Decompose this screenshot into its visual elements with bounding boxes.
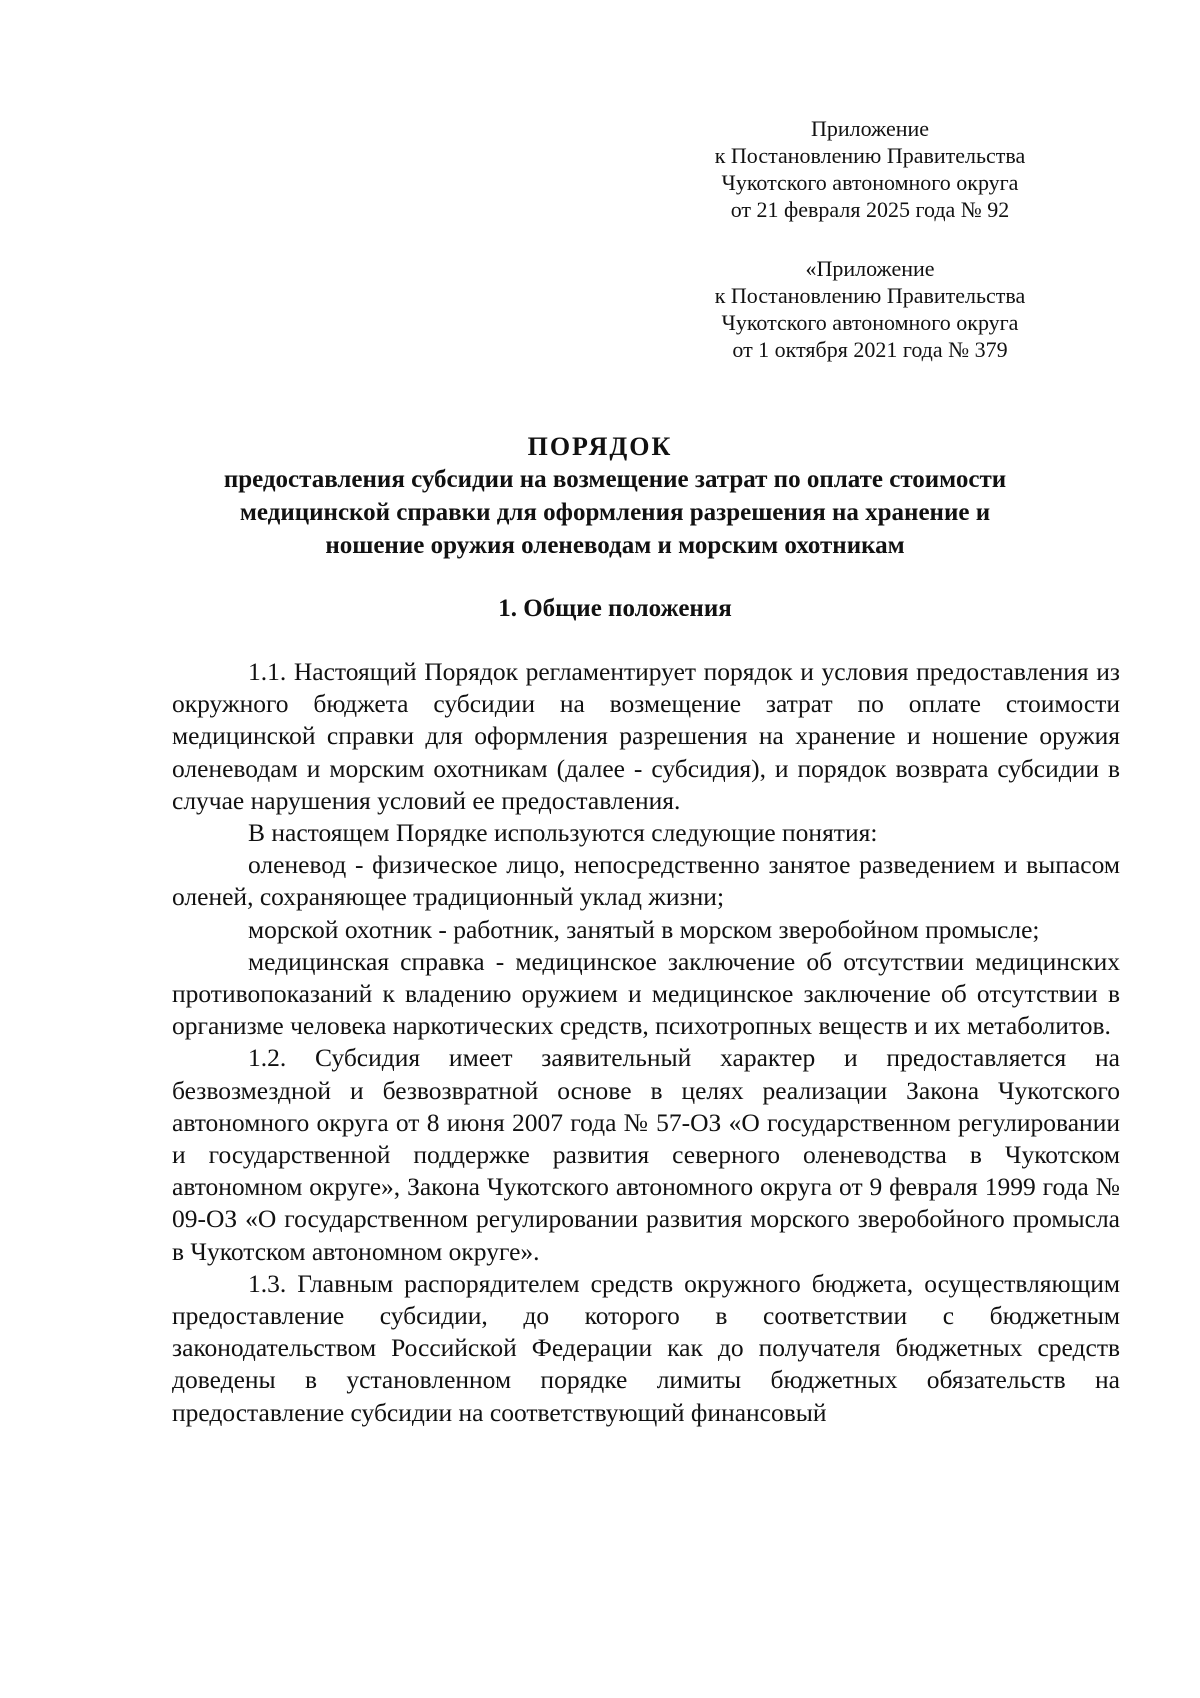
paragraph-1-3: 1.3. Главным распорядителем средств окружного бюджета, осуществляющим предоставление субсидии, до которого в соответствии с бюджетным законодательством Российской Федерации как до получателя бюджетных средств доведены в установленном порядке лимиты бюджетных обязательств на предоставление субсидии на соответствующий финансовый <box>172 1268 1120 1427</box>
document-subtitle <box>150 463 1080 562</box>
document-title: ПОРЯДОК <box>527 432 673 461</box>
paragraph-definition-medical-certificate: медицинская справка - медицинское заключение об отсутствии медицинских противопоказаний к владению оружием и медицинское заключение об отсутствии в организме человека наркотических средств, психотропных веществ и их метаболитов. <box>172 946 1120 1041</box>
subtitle-line: ношение оружия оленеводам и морским охотникам <box>325 532 905 559</box>
appendix-line: Приложение <box>810 116 930 141</box>
appendix-line: от 21 февраля 2025 года № 92 <box>730 197 1010 222</box>
appendix-line: «Приложение <box>805 256 935 281</box>
appendix-header-current <box>690 115 1050 223</box>
subtitle-line: медицинской справки для оформления разрешения на хранение и <box>239 499 991 526</box>
appendix-line: к Постановлению Правительства <box>714 143 1026 168</box>
paragraph-1-2: 1.2. Субсидия имеет заявительный характер и предоставляется на безвозмездной и безвозвратной основе в целях реализации Закона Чукотского автономного округа от 8 июня 2007 года № 57-ОЗ «О государственном регулировании и государственной поддержке развития северного оленеводства в Чукотском автономном округе», Закона Чукотского автономного округа от 9 февраля 1999 года № 09-ОЗ «О государственном регулировании развития морского зверобойного промысла в Чукотском автономном округе». <box>172 1043 1120 1266</box>
appendix-line: Чукотского автономного округа <box>721 170 1019 195</box>
paragraph-1-1: 1.1. Настоящий Порядок регламентирует порядок и условия предоставления из окружного бюджета субсидии на возмещение затрат по оплате стоимости медицинской справки для оформления разрешения на хранение и ношение оружия оленеводам и морским охотникам (далее - субсидия), и порядок возврата субсидии в случае нарушения условий ее предоставления. <box>172 657 1120 815</box>
subtitle-line: предоставления субсидии на возмещение затрат по оплате стоимости <box>223 466 1007 493</box>
section-heading: 1. Общие положения <box>498 595 732 622</box>
appendix-header-original <box>690 255 1050 363</box>
appendix-line: к Постановлению Правительства <box>714 283 1026 308</box>
appendix-line: Чукотского автономного округа <box>721 310 1019 335</box>
paragraph-definition-reindeer-herder: оленевод - физическое лицо, непосредственно занятое разведением и выпасом оленей, сохраняющее традиционный уклад жизни; <box>172 850 1120 912</box>
paragraph-definitions-intro: В настоящем Порядке используются следующие понятия: <box>248 818 878 848</box>
appendix-line: от 1 октября 2021 года № 379 <box>732 337 1008 362</box>
paragraph-definition-sea-hunter: морской охотник - работник, занятый в морском зверобойном промысле; <box>248 914 1040 944</box>
document-body <box>172 656 1120 1429</box>
